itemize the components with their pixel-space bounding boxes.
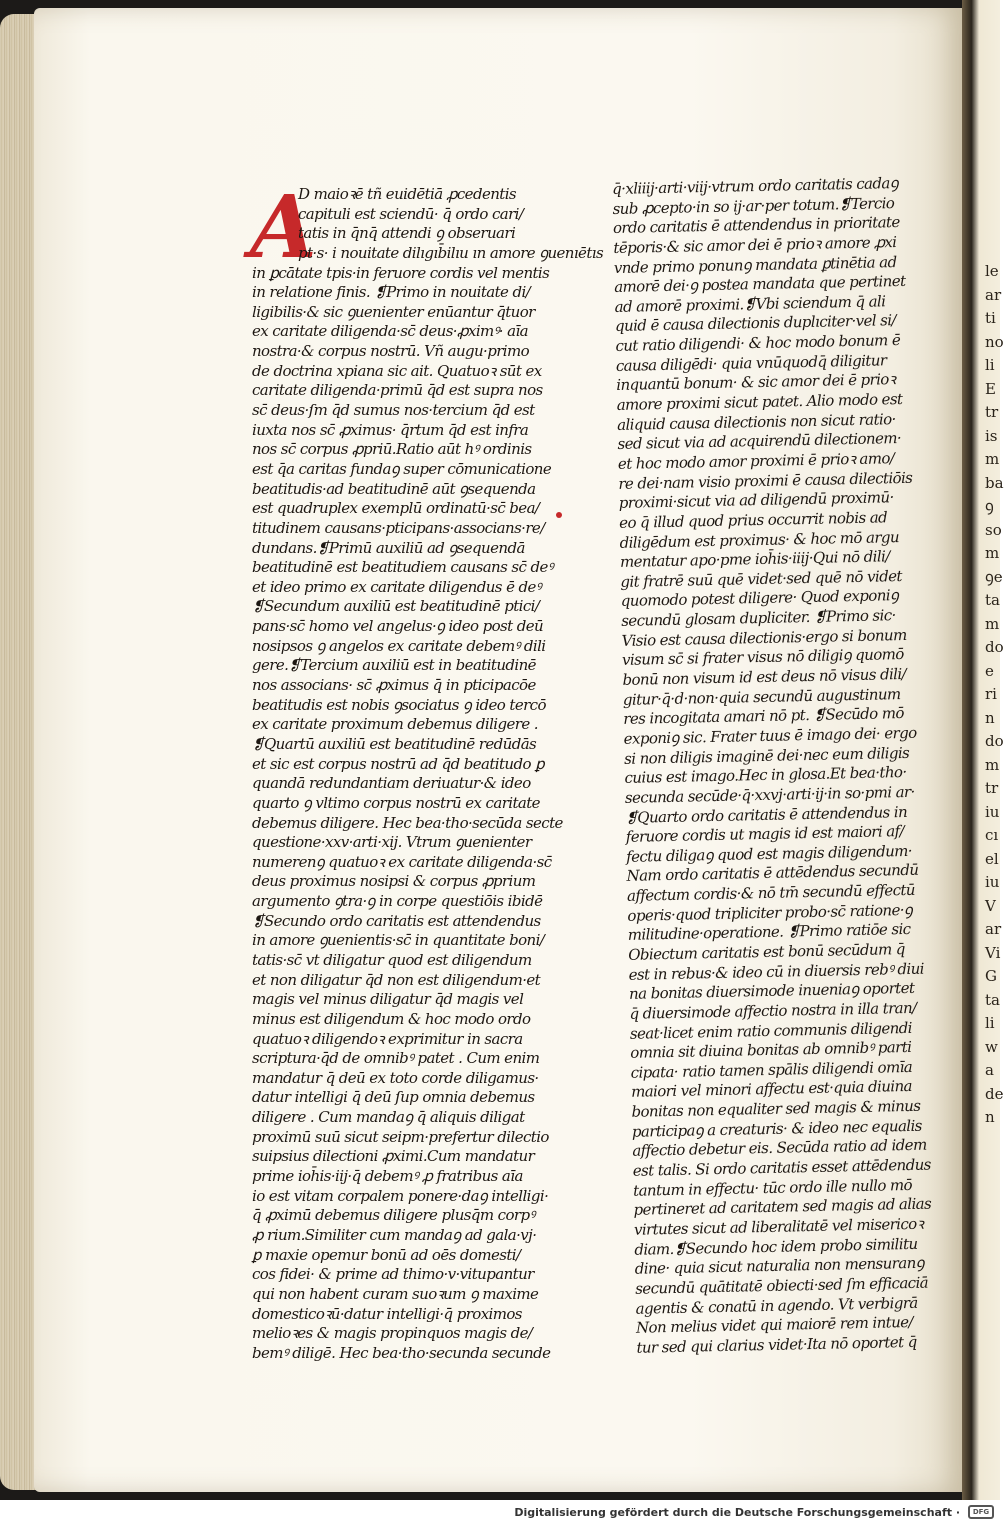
text-line: secundū glosam dupliciter. ❡Primo sic· <box>621 606 896 630</box>
text-line: prime ioh̄is·iij·q̄ debemꝰ ꝓ fratribus aīa <box>252 1167 523 1186</box>
text-line: cut ratio diligendi· & hoc modo bonum ē <box>615 331 901 356</box>
next-page-fragment: li <box>985 1014 995 1032</box>
next-page-fragment: m <box>985 450 1000 468</box>
text-line: na bonitas diuersimode inueniaꝯ oportet <box>628 979 915 1004</box>
text-line: bemꝰ diligē. Hec bea·tho·secunda secunde <box>252 1343 551 1362</box>
text-line: pans·sc̄ homo vel angelus·ꝯ ideo post deū <box>252 617 544 636</box>
text-line: omnia sit diuina bonitas ab omnibꝰ parti <box>630 1038 912 1062</box>
text-line: diam.❡Secundo hoc idem probo similitu <box>634 1234 918 1259</box>
text-line: caritate diligenda·primū q̄d est supra nos <box>252 381 543 400</box>
text-line: affectum cordis·& nō tm̄ secundū effectū <box>626 880 916 905</box>
right-text-column <box>612 174 935 1358</box>
text-line: gitur·q̄·d·non·quia secundū augustinum <box>622 684 901 709</box>
text-line: secunda secūde·q̄·xxvj·arti·ij·in so·pmi ar· <box>624 782 915 807</box>
text-line: ❡Quartū auxiliū est beatitudinē redūdās <box>252 734 537 753</box>
text-line: est talis. Si ordo caritatis esset attēdendus <box>632 1155 931 1180</box>
text-line: tēporis·& sic amor dei ē prioꝛ amore ꝓxi <box>613 232 897 257</box>
footer-bar <box>0 1500 1000 1525</box>
text-line: deus proximus nosipsi & corpus ꝓprium <box>252 872 536 891</box>
next-page-fragment: E <box>985 379 996 398</box>
text-line: et sic est corpus nostrū ad q̄d beatitudo ꝑ <box>252 754 544 773</box>
text-line: proximi·sicut via ad diligendū proximū· <box>618 488 894 513</box>
text-line: exponiꝯ sic. Frater tuus ē imago dei· ergo <box>623 723 917 748</box>
text-line: tatis·sc̄ vt diligatur quod est diligendum <box>252 950 532 969</box>
text-line: datur intelligi q̄ deū ſup omnia debemus <box>252 1088 535 1107</box>
text-line: amorē dei·ꝯ postea mandata que pertinet <box>614 272 906 297</box>
text-line: ❡Secundum auxiliū est beatitudinē ptici/ <box>252 597 540 616</box>
text-line: D maioꝛē tñ euidētiā ꝓcedentis <box>298 185 517 203</box>
text-line: diligēdum est proximus· & hoc mō argu <box>619 527 900 552</box>
text-line: aliquid causa dilectionis non sicut ratio· <box>616 409 896 434</box>
next-page-fragment: iu <box>985 802 1000 821</box>
next-page-fragment: ta <box>985 990 1000 1009</box>
text-line: suipsius dilectioni ꝓximi.Cum mandatur <box>252 1147 535 1166</box>
text-line: qui non habent curam suoꝛum ꝯ maxime <box>252 1284 539 1303</box>
text-line: dine· quia sicut naturalia non mensuranꝯ <box>634 1253 925 1278</box>
text-line: ordo caritatis ē attendendus in prioritate <box>612 213 900 238</box>
next-page-fragment: do <box>985 732 1004 750</box>
next-page-fragment: no <box>985 332 1004 351</box>
text-line: nos associans· sc̄ ꝓximus q̄ in pticipacōe <box>252 676 536 695</box>
text-line: re dei·nam visio proximi ē causa dilectiōis <box>618 468 913 493</box>
text-line: quandā redundantiam deriuatur·& ideo <box>252 774 531 793</box>
text-line: nos sc̄ corpus ꝓpriū.Ratio aūt hꝰ ordinis <box>252 440 532 459</box>
next-page-fragment: ꝯe <box>985 567 1003 586</box>
text-line: cos fidei· & prime ad thimo·v·vitupantur <box>252 1265 534 1284</box>
text-line: affectio debetur eis. Secūda ratio ad idem <box>632 1136 927 1161</box>
next-page-fragment: ta <box>985 591 1000 609</box>
text-line: cuius est imago.Hec in glosa.Et bea·tho· <box>624 763 907 788</box>
text-line: quid ē causa dilectionis duplıciter·vel si/ <box>614 311 897 336</box>
text-line: argumento ꝯtra·ꝯ in corpe questiōis ibidē <box>252 892 543 911</box>
text-line: magis vel minus diligatur q̄d magis vel <box>252 990 524 1009</box>
next-page-fragment: iu <box>985 873 1000 891</box>
next-page-fragment: ti <box>985 309 996 327</box>
text-line: bonū non visum id est deus nō visus dili/ <box>622 664 907 689</box>
text-line: q̄ ꝓximū debemus diligere plusq̄m corpꝰ <box>252 1206 535 1225</box>
text-line: proximū suū sicut seipm·prefertur dilectio <box>252 1127 549 1146</box>
next-page-fragment: n <box>985 1108 995 1126</box>
text-line: de doctrina xpiana sic ait. Quatuoꝛ sūt ex <box>252 361 542 380</box>
text-line: io est vitam corpalem ponere·daꝯ intelligi· <box>252 1186 549 1205</box>
text-line: et ideo primo ex caritate diligendus ē deꝰ <box>252 577 541 596</box>
text-line: beatitudinē est beatitudiem causans sc̄ deꝰ <box>252 558 553 577</box>
text-line: quatuoꝛ diligendoꝛ exprimitur in sacra <box>252 1029 523 1048</box>
text-line: Nam ordo caritatis ē attēdendus secundū <box>626 861 919 886</box>
next-page-fragment: ar <box>985 920 1002 938</box>
next-page-fragment: ar <box>985 285 1002 304</box>
next-page-fragment: m <box>985 755 1000 774</box>
text-line: seat·licet enim ratio communis diligendi <box>629 1018 913 1043</box>
text-line: ❡Secundo ordo caritatis est attendendus <box>252 911 541 930</box>
text-line: tatis in q̄nq̄ attendi ꝯ obseruari <box>298 224 516 243</box>
text-line: est quadruplex exemplū ordinatū·sc̄ bea/ <box>252 499 540 518</box>
next-page-fragment: le <box>985 262 999 280</box>
text-line: causa diligēdi· quia vnūquodq̄ diligitur <box>615 351 887 375</box>
text-line: secundū quātitatē obiecti·sed ſm efficaciā <box>635 1273 929 1298</box>
text-line: agentis & conatū in agendo. Vt verbigrā <box>635 1293 918 1318</box>
text-line: inquantū bonum· & sic amor dei ē prioꝛ <box>616 370 896 395</box>
text-line: in ꝑcātate tpis·in feruore cordis vel mentis <box>252 263 550 282</box>
text-line: fectu diligaꝯ quod est magis diligendum· <box>625 841 913 866</box>
next-page-fragment: tr <box>985 779 999 797</box>
text-line: et non diligatur q̄d non est diligendum·et <box>252 970 541 989</box>
text-line: pertineret ad caritatem sed magis ad alias <box>633 1194 932 1220</box>
text-line: ex caritate diligenda·sc̄ deus·ꝓximꝰ· aīa <box>252 322 529 341</box>
next-page-fragment: ꝯ <box>985 497 994 515</box>
text-line: virtutes sicut ad liberalitatē vel misericoꝛ <box>633 1214 924 1239</box>
next-page-fragment: V <box>985 896 996 915</box>
text-line: tur sed qui clarius videt·Ita nō oportet q̄ <box>636 1332 917 1357</box>
text-line: ad amorē proximi.❡Vbi sciendum q̄ ali <box>614 292 886 316</box>
text-line: est in rebus·& ideo cū in diuersis rebꝰ diui <box>628 959 925 984</box>
text-line: scriptura·q̄d de omnibꝰ patet . Cum enim <box>252 1049 540 1068</box>
dfg-logo: DFG <box>968 1505 994 1519</box>
next-page-fragment: ba <box>985 473 1004 492</box>
next-page-fragment: el <box>985 849 999 868</box>
text-line: Non melius videt qui maiorē rem intue/ <box>635 1313 914 1337</box>
text-line: militudine·operatione. ❡Primo ratiōe sic <box>627 920 911 945</box>
next-page-fragment: cı <box>985 826 999 844</box>
next-page-fragment: ri <box>985 685 997 703</box>
next-page-fragment: so <box>985 520 1002 539</box>
text-line: res incogitata amari nō pt. ❡Secūdo mō <box>623 704 905 729</box>
text-line: eo q̄ illud quod prius occurrit nobis ad <box>618 508 888 532</box>
next-page-fragments <box>985 260 1004 1130</box>
text-line: diligere . Cum mandaꝯ q̄ aliquis diligat <box>252 1108 525 1127</box>
text-line: questione·xxv·arti·xij. Vtrum ꝯuenienter <box>252 833 532 852</box>
red-initial-letter: A <box>250 177 317 278</box>
text-line: vnde primo ponunꝯ mandata ꝑtinētia ad <box>613 252 897 277</box>
text-line: nosipsos ꝯ angelos ex caritate debemꝰ dili <box>252 636 546 655</box>
text-line: in amore ꝯuenientis·sc̄ in quantitate boni/ <box>252 931 545 950</box>
text-line: ligibilis·& sic ꝯuenienter enūantur q̄tuor <box>252 302 535 321</box>
text-line: melioꝛes & magis propinquos magis de/ <box>252 1324 533 1343</box>
next-page-fragment: tr <box>985 403 999 421</box>
text-line: q̄·xliiij·arti·viij·vtrum ordo caritatis cadaꝯ <box>612 174 899 198</box>
text-line: mandatur q̄ deū ex toto corde diligamus· <box>252 1068 539 1087</box>
text-line: si non diligis imaginē dei·nec eum diligis <box>623 743 910 768</box>
text-line: nostra·& corpus nostrū. Vñ augu·primo <box>252 342 530 361</box>
next-page-fragment: li <box>985 356 995 374</box>
text-line: beatitudis·ad beatitudinē aūt ꝯsequenda <box>252 479 536 498</box>
text-line: q̄ diuersimode affectio nostra in illa tran/ <box>629 998 917 1023</box>
text-line: et hoc modo amor proximi ē prioꝛ amo/ <box>617 449 895 473</box>
text-line: cipata· ratio tamen spālis diligendi omīa <box>630 1057 913 1082</box>
next-page-fragment: n <box>985 708 995 727</box>
next-page-fragment: w <box>985 1037 998 1056</box>
text-line: est q̄a caritas fundaꝯ super cōmunicatione <box>252 459 552 478</box>
text-line: sub ꝓcepto·in so ij·ar·per totum.❡Tercio <box>612 193 895 218</box>
text-line: ex caritate proximum debemus diligere . <box>252 715 538 734</box>
text-line: debemus diligere. Hec bea·tho·secūda secte <box>252 813 563 832</box>
text-line: capituli est sciendū· q̄ ordo cari/ <box>298 204 524 223</box>
footer-credit: Digitalisierung gefördert durch die Deutsche Forschungsgemeinschaft · <box>514 1506 960 1519</box>
text-line: bonitas non equaliter sed magis & minus <box>631 1096 921 1121</box>
text-line: ꝓ rium.Similiter cum mandaꝯ ad gala·vj· <box>252 1225 537 1244</box>
text-line: numerenꝯ quatuoꝛ ex caritate diligenda·sc̄ <box>252 852 552 871</box>
text-line: quomodo potest diligere· Quod exponiꝯ <box>620 586 899 611</box>
next-page-fragment: do <box>985 638 1004 656</box>
text-line: amore proximi sicut patet. Alio modo est <box>616 390 903 414</box>
text-line: in relatione finis. ❡Primo in nouitate di/ <box>252 283 531 302</box>
text-line: feruore cordis ut magis id est maiori af/ <box>625 822 905 846</box>
text-line: participaꝯ a creaturis· & ideo nec equalis <box>631 1116 922 1141</box>
text-line: Visio est causa dilectionis·ergo si bonum <box>621 625 907 650</box>
next-page-fragment: is <box>985 426 998 445</box>
next-page-fragment: a <box>985 1061 994 1079</box>
text-line: titudinem causans·pticipans·associans·re/ <box>252 518 545 537</box>
text-line: git fratrē suū quē videt·sed quē nō videt <box>620 566 902 591</box>
next-page-fragment: Vi <box>985 943 1001 962</box>
left-text-column <box>250 177 604 1363</box>
text-line: iuxta nos sc̄ ꝓximus· q̄rtum q̄d est infra <box>252 420 529 439</box>
text-line: mentatur apo·pme ioh̄is·iiij·Qui nō dili/ <box>619 547 890 572</box>
text-line: tantum in effectu· tūc ordo ille nullo mō <box>632 1175 913 1200</box>
text-line: gere.❡Tercium auxiliū est in beatitudinē <box>252 656 536 675</box>
text-line: Obiectum caritatis est bonū secūdum q̄ <box>628 940 905 964</box>
text-line: operis·quod tripliciter probo·sc̄ ratione·ꝯ <box>627 900 913 925</box>
text-line: maiori vel minori affectu est·quia diuina <box>630 1077 913 1102</box>
text-line: sc̄ deus·ſm q̄d sumus nos·tercium q̄d est <box>252 401 535 420</box>
next-page-fragment: de <box>985 1084 1004 1103</box>
rubric-mark <box>556 512 562 518</box>
text-line: ꝑ maxie opemur bonū ad oēs domesti/ <box>252 1245 521 1264</box>
text-line: ❡Quarto ordo caritatis ē attendendus in <box>625 802 908 827</box>
next-page-fragment: e <box>985 661 994 680</box>
text-line: dundans.❡Primū auxiliū ad ꝯsequendā <box>252 538 525 557</box>
text-line: quarto ꝯ vltimo corpus nostrū ex caritate <box>252 793 540 812</box>
next-page-fragment: G <box>985 967 997 985</box>
next-page-fragment: m <box>985 544 1000 562</box>
text-line: pt·s· i nouitate dilıgıb̄ilıu ın amore ꝯuenıētıs <box>298 243 604 262</box>
text-line: sed sicut via ad acquirendū dilectionem· <box>617 429 902 454</box>
text-line: visum sc̄ si frater visus nō diligiꝯ quomō <box>621 645 904 670</box>
text-line: domesticoꝛū·datur intelligi·q̄ proximos <box>252 1304 522 1323</box>
text-line: minus est diligendum & hoc modo ordo <box>252 1009 531 1028</box>
next-page-fragment: m <box>985 614 1000 633</box>
text-line: beatitudis est nobis ꝯsociatus ꝯ ideo tercō <box>252 695 546 714</box>
